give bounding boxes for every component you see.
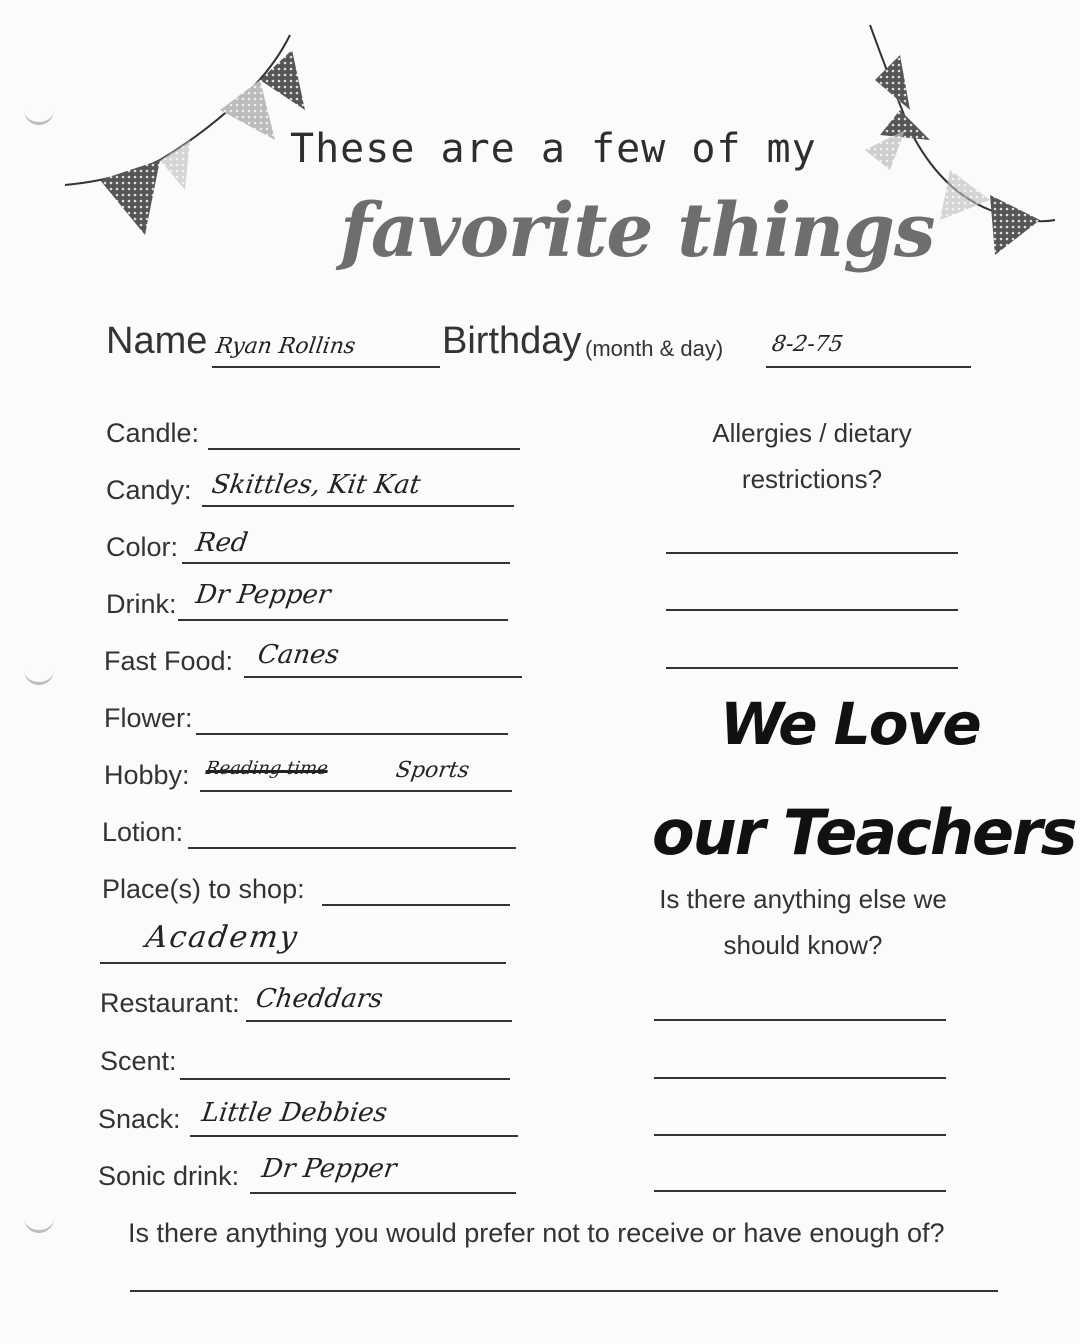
we-love-heading: We Love xyxy=(720,690,980,758)
hobby-struck-text: Reading time xyxy=(204,758,330,779)
restaurant-line xyxy=(246,1020,512,1022)
prefer-not-line xyxy=(130,1290,998,1292)
hobby-struck-value xyxy=(205,758,330,779)
allergies-question-line2: restrictions? xyxy=(741,464,883,494)
our-teachers-heading: our Teachers xyxy=(652,796,1076,869)
header-line1: These are a few of my xyxy=(290,126,817,172)
prefer-not-question: Is there anything you would prefer not to receive or have enough of? xyxy=(128,1218,945,1248)
color-label: Color: xyxy=(106,532,179,562)
flower-label: Flower: xyxy=(104,703,193,733)
allergies-line-2 xyxy=(666,609,958,611)
name-label: Name xyxy=(106,320,208,362)
anything-else-line2: should know? xyxy=(723,930,883,960)
color-line xyxy=(182,562,510,564)
name-line xyxy=(212,366,440,368)
snack-line xyxy=(190,1135,518,1137)
bunting-left-icon xyxy=(60,30,320,260)
candy-line xyxy=(202,505,514,507)
name-value[interactable]: Ryan Rollins xyxy=(214,334,358,359)
hobby-value[interactable]: Sports xyxy=(394,758,471,783)
flower-line xyxy=(196,733,508,735)
hobby-label: Hobby: xyxy=(104,760,190,790)
sonic-drink-line xyxy=(250,1192,516,1194)
candle-line xyxy=(208,448,520,450)
places-to-shop-line xyxy=(322,904,510,906)
candy-label: Candy: xyxy=(106,475,192,505)
places-to-shop-value[interactable]: Academy xyxy=(143,920,302,955)
allergies-line-3 xyxy=(666,667,958,669)
sonic-drink-label: Sonic drink: xyxy=(98,1161,240,1191)
drink-value[interactable]: Dr Pepper xyxy=(193,580,333,610)
drink-line xyxy=(178,619,508,621)
lotion-line xyxy=(188,847,516,849)
birthday-value[interactable]: 8-2-75 xyxy=(770,332,845,357)
punch-hole-middle xyxy=(24,660,54,685)
anything-else-line-1 xyxy=(654,1019,946,1021)
anything-else-line1: Is there anything else we xyxy=(659,884,947,914)
candle-label: Candle: xyxy=(106,418,200,448)
lotion-label: Lotion: xyxy=(102,817,184,847)
birthday-hint: (month & day) xyxy=(585,336,724,361)
fast-food-line xyxy=(244,676,522,678)
scent-line xyxy=(180,1078,510,1080)
punch-hole-top xyxy=(24,100,54,125)
places-to-shop-label: Place(s) to shop: xyxy=(102,874,305,904)
punch-hole-bottom xyxy=(24,1208,54,1233)
places-to-shop-line-2 xyxy=(100,962,506,964)
fast-food-value[interactable]: Canes xyxy=(255,640,341,670)
restaurant-label: Restaurant: xyxy=(100,988,240,1018)
anything-else-line-2 xyxy=(654,1077,946,1079)
restaurant-value[interactable]: Cheddars xyxy=(253,984,385,1014)
allergies-line-1 xyxy=(666,552,958,554)
sonic-drink-value[interactable]: Dr Pepper xyxy=(259,1154,399,1184)
anything-else-line-3 xyxy=(654,1134,946,1136)
birthday-label: Birthday xyxy=(442,320,582,362)
hobby-line xyxy=(200,790,512,792)
drink-label: Drink: xyxy=(106,589,177,619)
fast-food-label: Fast Food: xyxy=(104,646,234,676)
candy-value[interactable]: Skittles, Kit Kat xyxy=(209,470,423,500)
scent-label: Scent: xyxy=(100,1046,177,1076)
snack-value[interactable]: Little Debbies xyxy=(199,1098,390,1128)
snack-label: Snack: xyxy=(98,1104,181,1134)
anything-else-line-4 xyxy=(654,1190,946,1192)
allergies-question-line1: Allergies / dietary xyxy=(712,418,912,448)
birthday-line xyxy=(766,366,971,368)
color-value[interactable]: Red xyxy=(193,528,250,558)
header-line2: favorite things xyxy=(340,188,935,274)
